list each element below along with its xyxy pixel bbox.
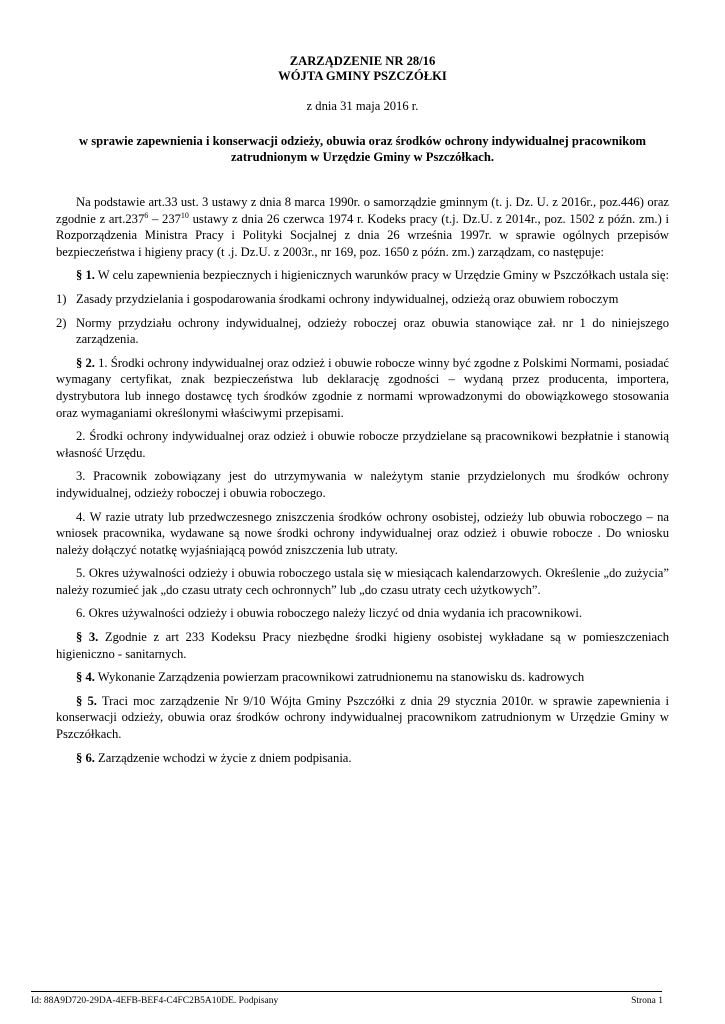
section-4: § 4. Wykonanie Zarządzenia powierzam pracownikowi zatrudnionemu na stanowisku ds. kadrowych — [76, 670, 585, 685]
section-2-para-1: § 2. 1. Środki ochrony indywidualnej oraz odzież i obuwie robocze winny być zgodne z Polskimi Normami, posiadać wymagany certyfikat, znak bezpieczeństwa lub deklarację zgodności – wydaną przez producenta, importera, dystrybutora lub innego dostawcę tych środków zgodnie z normami wprowadzonymi do obowiązkowego stosowania oraz wymaganiami określonymi właściwymi przepisami. — [56, 355, 669, 420]
footer-page-number: Strona 1 — [631, 996, 663, 1006]
section-2-para-5: 5. Okres używalności odzieży i obuwia roboczego ustala się w miesiącach kalendarzowych. Określenie „do zużycia” należy rozumieć jak „do czasu utraty cech ochronnych” lub „do czasu utraty cech użytkowych”. — [56, 566, 669, 597]
footer-document-id: Id: 88A9D720-29DA-4EFB-BEF4-C4FC2B5A10DE. Podpisany — [31, 996, 279, 1006]
preamble: Na podstawie art.33 ust. 3 ustawy z dnia 8 marca 1990r. o samorządzie gminnym (t. j. Dz. U. z 2016r., poz.446) oraz zgodnie z $art.237^6 - 237^{10}$ ustawy z dnia 26 czerwca 1974 r. Kodeks pracy (t.j. Dz.U. z 2014r., poz. 1502 z późn. zm.) i Rozporządzenia Ministra Pracy i Polityki Socjalnej z dnia 26 września 1997r. w sprawie ogólnych przepisów bezpieczeństwa i higieny pracy (t .j. Dz.U. z 2003r., nr 169, poz. 1650 z późn. zm.) zarządzam, co następuje: — [56, 195, 670, 259]
section-6: § 6. Zarządzenie wchodzi w życie z dniem podpisania. — [76, 750, 352, 765]
title-line-1: ZARZĄDZENIE NR 28/16 — [289, 54, 436, 68]
list-item: 1) Zasady przydzielania i gospodarowania środkami ochrony indywidualnej, odzieżą oraz obuwiem roboczym — [56, 291, 619, 306]
footer-divider — [31, 991, 662, 992]
section-2-para-3: 3. Pracownik zobowiązany jest do utrzymywania w należytym stanie przydzielonych mu środków ochrony indywidualnej, odzieży roboczej i obuwia roboczego. — [56, 469, 669, 500]
section-2-para-6: 6. Okres używalności odzieży i obuwia roboczego należy liczyć od dnia wydania ich pracownikowi. — [76, 606, 583, 621]
section-2-para-2: 2. Środki ochrony indywidualnej oraz odzież i obuwie robocze przydzielane są pracownikowi bezpłatnie i stanowią własność Urzędu. — [56, 429, 669, 460]
document-body — [56, 194, 669, 766]
title-line-2: WÓJTA GMINY PSZCZÓŁKI — [278, 69, 447, 83]
section-2-para-4: 4. W razie utraty lub przedwczesnego zniszczenia środków ochrony osobistej, odzieży lub obuwia roboczego – na wniosek pracownika, wydawane są nowe środki ochrony indywidualnej oraz odzież i obuwie robocze . Do wniosku należy dołączyć notatkę wyjaśniającą powód zniszczenia lub utraty. — [56, 509, 669, 557]
document-title — [0, 54, 725, 84]
document-date: z dnia 31 maja 2016 r. — [306, 99, 419, 113]
section-1: § 1. W celu zapewnienia bezpiecznych i higienicznych warunków pracy w Urzędzie Gminy w Pszczółkach ustala się: — [76, 268, 669, 283]
list-item: 2) Normy przydziału ochrony indywidualnej, odzieży roboczej oraz obuwia stanowiące zał. nr 1 do niniejszego zarządzenia. — [56, 315, 669, 347]
document-subject: w sprawie zapewnienia i konserwacji odzieży, obuwia oraz środków ochrony indywidualnej pracownikom zatrudnionym w Urzędzie Gminy w Pszczółkach. — [79, 134, 646, 164]
section-5: § 5. Traci moc zarządzenie Nr 9/10 Wójta Gminy Pszczółki z dnia 29 stycznia 2010r. w sprawie zapewnienia i konserwacji odzieży, obuwia oraz środków ochrony indywidualnej pracownikom zatrudnionym w Urzędzie Gminy w Pszczółkach. — [56, 693, 670, 742]
section-3: § 3. Zgodnie z art 233 Kodeksu Pracy niezbędne środki higieny osobistej wykładane są w pomieszczeniach higieniczno - sanitarnych. — [56, 630, 669, 661]
